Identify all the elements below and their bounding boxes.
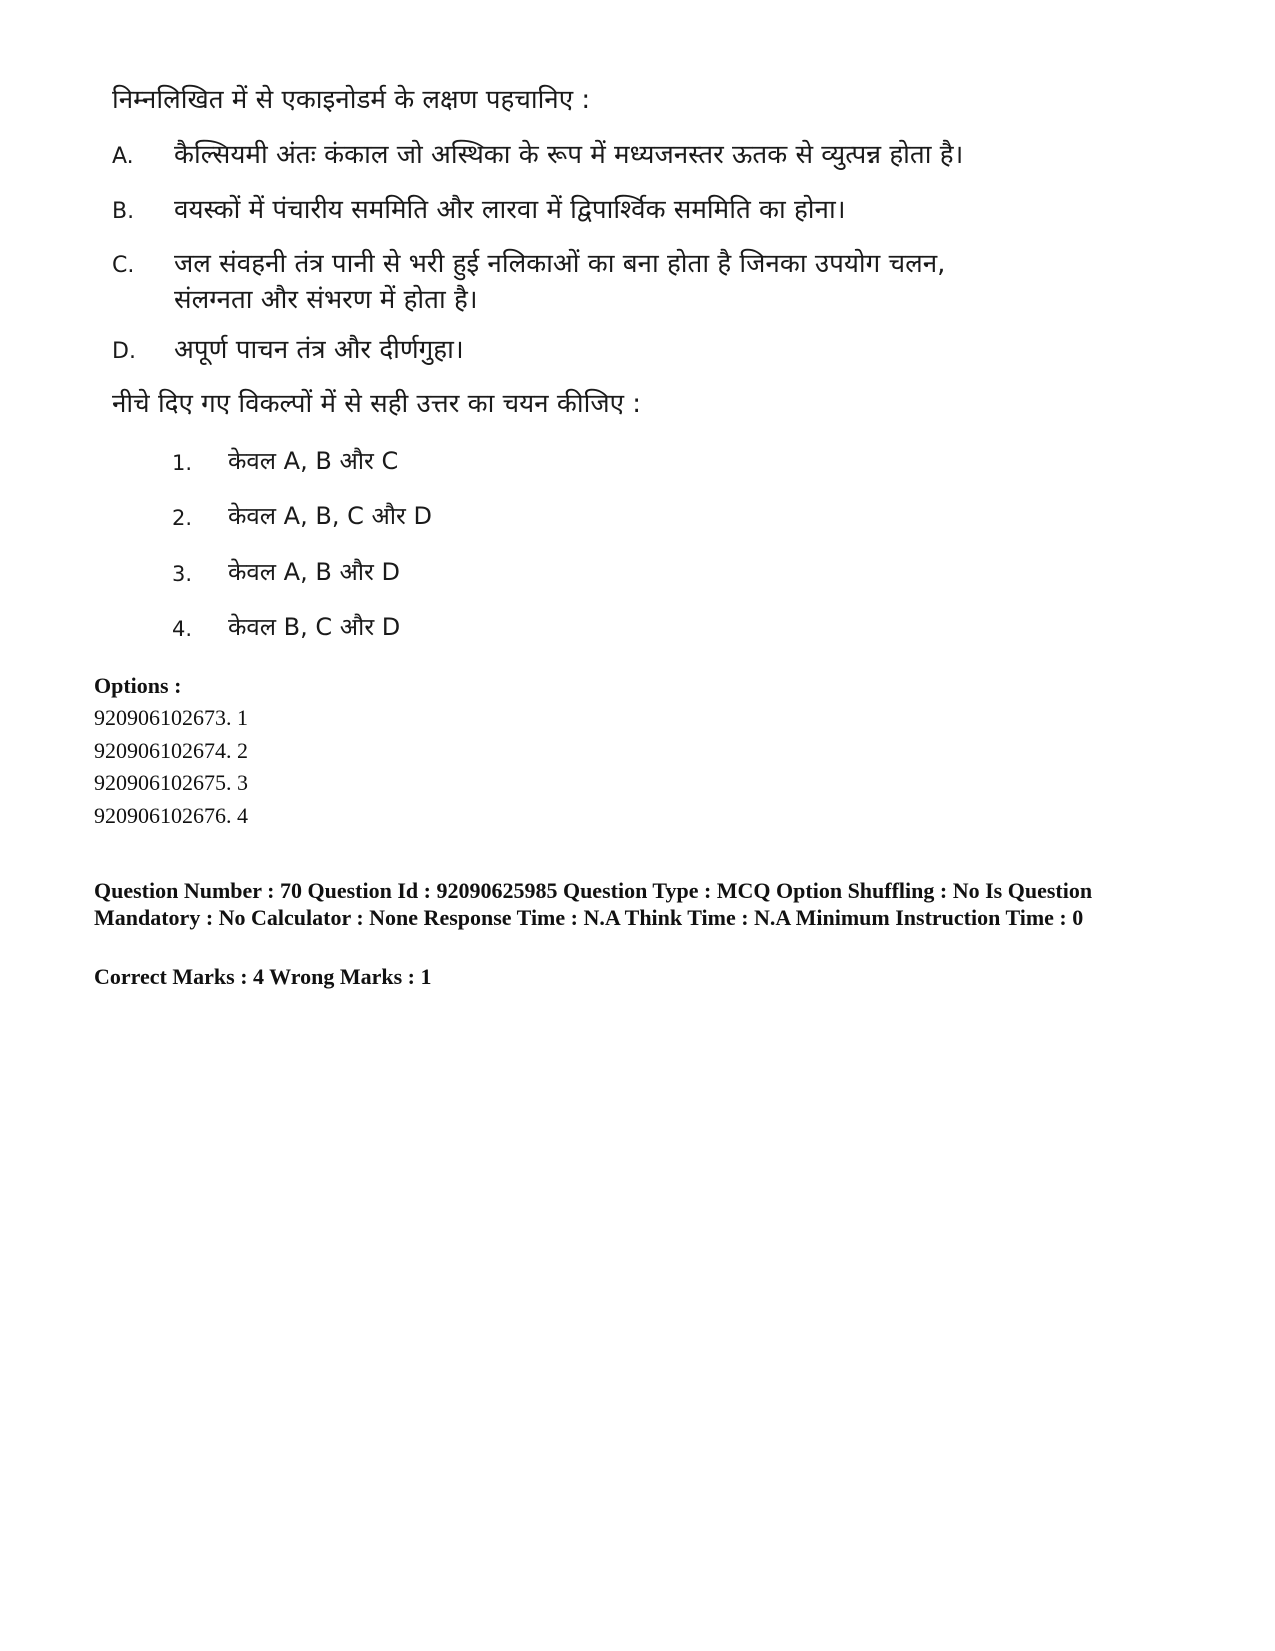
- question-image: [100, 70, 1000, 670]
- question-info: Question Number : 70 Question Id : 92090625985 Question Type : MCQ Option Shuffling : No Is Question Mandatory : No Calculator : None Response Time : N.A Think Time : N.A Minimum Instruction Time : 0: [94, 878, 1093, 930]
- choice-text: केवल A, B और D: [228, 558, 400, 586]
- marks-info: Correct Marks : 4 Wrong Marks : 1: [94, 964, 432, 989]
- statement-text: जल संवहनी तंत्र पानी से भरी हुई नलिकाओं का बना होता है जिनका उपयोग चलन, संलग्नता और संभरण में होता है।: [174, 249, 946, 315]
- statement-text: अपूर्ण पाचन तंत्र और दीर्णगुहा।: [174, 335, 464, 365]
- statement-label: A.: [112, 144, 134, 169]
- choice-number: 1.: [172, 451, 193, 475]
- choice-text: केवल A, B और C: [228, 447, 399, 475]
- statement-label: B.: [112, 199, 135, 224]
- statement-text: वयस्कों में पंचारीय सममिति और लारवा में द्विपार्श्विक सममिति का होना।: [174, 195, 846, 225]
- choice-number: 2.: [172, 506, 193, 530]
- statement-text: कैल्सियमी अंतः कंकाल जो अस्थिका के रूप में मध्यजनस्तर ऊतक से व्युत्पन्न होता है।: [174, 140, 964, 170]
- choice-number: 3.: [172, 562, 193, 586]
- options-heading: Options :: [94, 673, 182, 698]
- question-stem: निम्नलिखित में से एकाइनोडर्म के लक्षण पहचानिए :: [112, 85, 591, 115]
- option-item-1: 920906102673. 1: [94, 705, 248, 730]
- statement-label: D.: [112, 339, 136, 364]
- option-item-4: 920906102676. 4: [94, 803, 248, 828]
- choose-prompt: नीचे दिए गए विकल्पों में से सही उत्तर का चयन कीजिए :: [112, 389, 642, 419]
- statement-label: C.: [112, 253, 135, 278]
- choice-text: केवल A, B, C और D: [228, 502, 432, 530]
- choice-text: केवल B, C और D: [228, 613, 401, 641]
- choice-number: 4.: [172, 617, 193, 641]
- option-item-2: 920906102674. 2: [94, 738, 248, 763]
- option-item-3: 920906102675. 3: [94, 770, 248, 795]
